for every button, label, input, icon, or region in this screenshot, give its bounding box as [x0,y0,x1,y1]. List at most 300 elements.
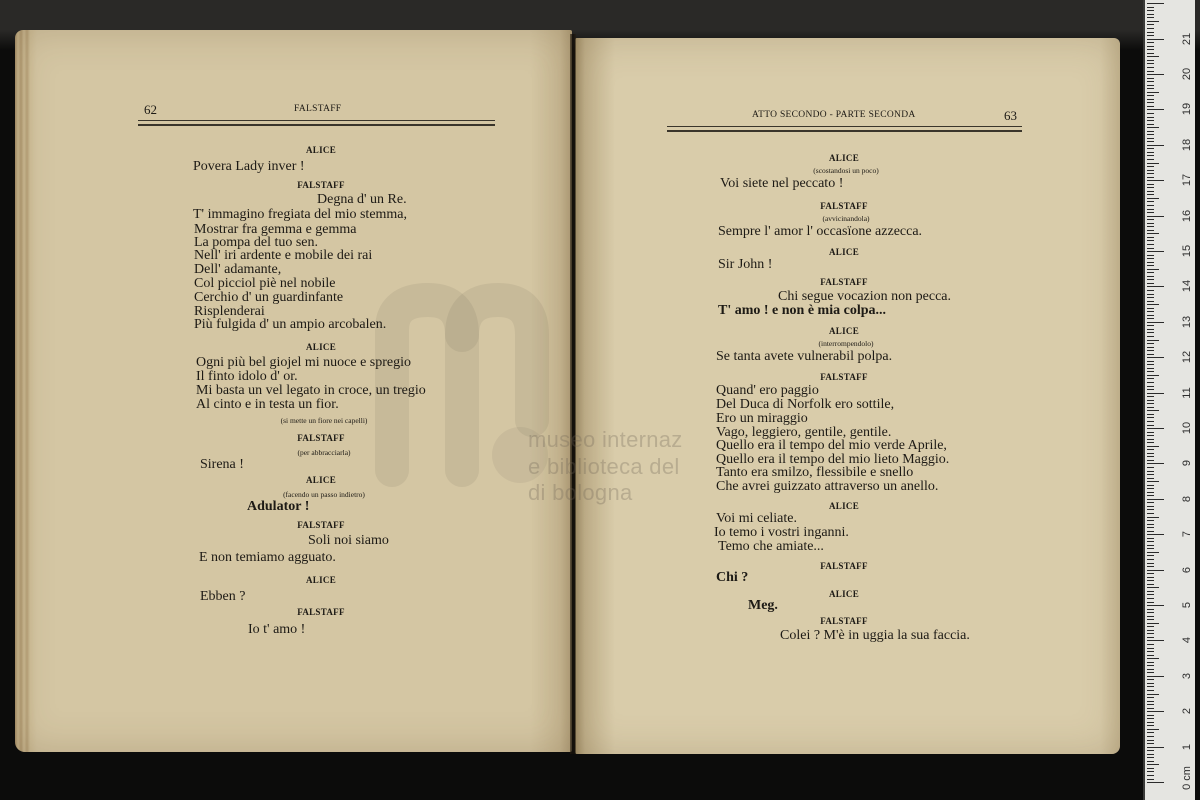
ruler-tick [1147,350,1154,351]
ruler-label: 8 [1181,495,1193,502]
ruler-label: 20 [1181,67,1193,81]
ruler-label: 2 [1181,708,1193,715]
ruler-tick [1147,85,1154,86]
ruler-label: 21 [1181,32,1193,45]
ruler-tick [1147,290,1154,291]
ruler-tick [1147,248,1154,249]
ruler-tick [1147,782,1164,783]
ruler-tick [1147,159,1154,160]
verse-line: Più fulgida d' un ampio arcobalen. [194,317,387,332]
verse-line: Del Duca di Norfolk ero sottile, [716,397,895,412]
ruler-label: 4 [1181,637,1193,644]
ruler-tick [1147,453,1154,454]
ruler-tick [1147,779,1154,780]
page-number: 62 [144,102,157,117]
header-rule [667,130,1022,132]
ruler-tick [1147,371,1154,372]
ruler-tick [1147,690,1154,691]
ruler-tick [1147,612,1154,613]
ruler-tick [1147,534,1164,535]
ruler-tick [1147,531,1154,532]
verse-line: Se tanta avete vulnerabil polpa. [716,349,893,364]
ruler-tick [1147,191,1154,192]
ruler-label: 15 [1181,244,1193,258]
ruler-tick [1147,449,1154,450]
ruler-tick [1147,95,1154,96]
ruler-tick [1147,127,1159,128]
ruler-tick [1147,205,1154,206]
ruler-tick [1147,658,1159,659]
ruler-tick [1147,67,1154,68]
ruler-tick [1147,478,1154,479]
verse-line: Povera Lady inver ! [193,159,305,174]
verse-line: Sir John ! [718,257,773,272]
ruler-tick [1147,619,1154,620]
ruler-tick [1147,708,1154,709]
ruler-tick [1147,587,1159,588]
ruler-tick [1147,732,1154,733]
ruler-tick [1147,676,1164,677]
ruler-tick [1147,382,1154,383]
ruler-tick [1147,609,1154,610]
ruler-tick [1147,375,1159,376]
ruler-label: 11 [1181,386,1193,399]
ruler-tick [1147,332,1154,333]
ruler-tick [1147,495,1154,496]
ruler-tick [1147,591,1154,592]
stage-direction: (interrompendolo) [818,339,874,348]
verse-line: Voi mi celiate. [716,511,797,526]
ruler-tick [1147,255,1154,256]
ruler-tick [1147,279,1154,280]
ruler-tick [1147,743,1154,744]
ruler-tick [1147,506,1154,507]
ruler-tick [1147,92,1159,93]
ruler-tick [1147,492,1154,493]
speaker-name: ALICE [305,575,336,585]
verse-line: Nell' iri ardente e mobile dei rai [194,248,373,263]
ruler-tick [1147,364,1154,365]
verse-line: Dell' adamante, [194,262,282,277]
page-number: 63 [1004,108,1017,123]
ruler-tick [1147,471,1154,472]
ruler-label: 5 [1181,601,1193,609]
ruler-tick [1147,520,1154,521]
ruler-tick [1147,240,1154,241]
ruler-tick [1147,442,1154,443]
ruler-tick [1147,378,1154,379]
ruler-tick [1147,113,1154,114]
ruler-tick [1147,456,1154,457]
ruler-label: 9 [1181,460,1193,467]
ruler-tick [1147,304,1159,305]
ruler-tick [1147,768,1154,769]
ruler-tick [1147,102,1154,103]
verse-line: Ero un miraggio [716,411,808,426]
verse-line: Voi siete nel peccato ! [720,176,844,191]
ruler-tick [1147,711,1164,712]
ruler-tick [1147,754,1154,755]
ruler-tick [1147,308,1154,309]
ruler-tick [1147,7,1154,8]
ruler-tick [1147,403,1154,404]
verse-line: Vago, leggiero, gentile, gentile. [716,425,892,440]
ruler-tick [1147,3,1164,4]
speaker-name: ALICE [828,326,859,336]
speaker-name: FALSTAFF [820,616,868,626]
ruler-tick [1147,49,1154,50]
ruler-tick [1147,602,1154,603]
ruler-tick [1147,56,1159,57]
ruler-tick [1147,269,1159,270]
ruler-tick [1147,757,1154,758]
verse-line: Colei ? M'è in uggia la sua faccia. [780,628,970,643]
ruler-label: 3 [1181,672,1193,679]
ruler-tick [1147,244,1154,245]
watermark-text: museo internaz [528,427,683,452]
ruler-tick [1147,357,1164,358]
ruler-tick [1147,393,1164,394]
ruler-tick [1147,46,1154,47]
ruler-tick [1147,573,1154,574]
ruler-tick [1147,226,1154,227]
ruler-tick [1147,637,1154,638]
ruler-tick [1147,417,1154,418]
ruler-tick [1147,729,1159,730]
ruler-tick [1147,209,1154,210]
ruler-tick [1147,187,1154,188]
speaker-name: FALSTAFF [297,180,345,190]
ruler-tick [1147,315,1154,316]
ruler-tick [1147,761,1154,762]
ruler-tick [1147,28,1154,29]
ruler-tick [1147,10,1154,11]
ruler-label: 16 [1181,209,1193,222]
ruler-tick [1147,552,1159,553]
verse-line: Tanto era smilzo, flessibile e snello [716,465,914,480]
ruler-tick [1147,368,1154,369]
ruler-tick [1147,435,1154,436]
ruler-tick [1147,81,1154,82]
ruler-tick [1147,396,1154,397]
ruler-label: 19 [1181,103,1193,116]
ruler-tick [1147,166,1154,167]
speaker-name: FALSTAFF [297,433,345,443]
ruler-tick [1147,669,1154,670]
ruler-tick [1147,180,1164,181]
ruler-tick [1147,771,1154,772]
speaker-name: ALICE [828,589,859,599]
ruler-tick [1147,286,1164,287]
ruler-tick [1147,177,1154,178]
ruler-label: 10 [1181,421,1193,435]
verse-line: Risplenderai [194,304,265,319]
ruler-tick [1147,251,1164,252]
ruler-tick [1147,750,1154,751]
stage-direction: (scostandosi un poco) [813,166,879,175]
ruler-tick [1147,223,1154,224]
verse-line: Che avrei guizzato attraverso un anello. [716,479,939,494]
stage-direction: (si mette un fiore nei capelli) [280,416,368,425]
speaker-name: FALSTAFF [820,372,868,382]
ruler-tick [1147,163,1159,164]
header-rule [138,124,495,126]
speaker-name: FALSTAFF [820,277,868,287]
ruler-tick [1147,322,1164,323]
ruler-tick [1147,354,1154,355]
ruler-tick [1147,775,1154,776]
ruler-tick [1147,262,1154,263]
ruler-tick [1147,233,1159,234]
stage-direction: (per abbracciarla) [297,448,351,457]
speaker-name: ALICE [828,247,859,257]
ruler-tick [1147,502,1154,503]
ruler-tick [1147,633,1154,634]
ruler-tick [1147,74,1164,75]
ruler-tick [1147,201,1154,202]
watermark-text: e biblioteca del [528,454,680,479]
ruler-tick [1147,276,1154,277]
verse-line: Al cinto e in testa un fior. [196,397,339,412]
ruler-tick [1147,63,1154,64]
ruler-label: 14 [1181,280,1193,293]
ruler-tick [1147,665,1154,666]
ruler-label: 12 [1181,351,1193,364]
ruler-tick [1147,17,1154,18]
ruler-tick [1147,626,1154,627]
ruler-tick [1147,71,1154,72]
ruler-tick [1147,509,1154,510]
ruler-tick [1147,145,1164,146]
running-head: ATTO SECONDO - PARTE SECONDA [752,110,916,120]
ruler-tick [1147,640,1164,641]
verse-line: La pompa del tuo sen. [194,235,319,250]
ruler-tick [1147,697,1154,698]
ruler-tick [1147,386,1154,387]
speaker-name: ALICE [828,501,859,511]
ruler-tick [1147,21,1159,22]
ruler-tick [1147,683,1154,684]
ruler-tick [1147,14,1154,15]
ruler-tick [1147,563,1154,564]
ruler-tick [1147,517,1159,518]
ruler-tick [1147,24,1154,25]
ruler-tick [1147,740,1154,741]
ruler-tick [1147,577,1154,578]
verse-line: Io temo i vostri inganni. [714,525,849,540]
speaker-name: ALICE [828,153,859,163]
ruler-tick [1147,513,1154,514]
ruler-tick [1147,131,1154,132]
ruler-tick [1147,598,1154,599]
measuring-ruler [1143,0,1195,800]
ruler-tick [1147,548,1154,549]
verse-line: Mi basta un vel legato in croce, un tregio [196,383,426,398]
ruler-tick [1147,679,1154,680]
stage-direction: (avvicinandola) [822,214,870,223]
ruler-label: 1 [1181,743,1193,750]
ruler-tick [1147,361,1154,362]
ruler-tick [1147,644,1154,645]
verse-line: Mostrar fra gemma e gemma [194,222,357,237]
ruler-tick [1147,400,1154,401]
ruler-tick [1147,106,1154,107]
ruler-tick [1147,60,1154,61]
ruler-tick [1147,99,1154,100]
ruler-tick [1147,460,1154,461]
ruler-tick [1147,630,1154,631]
ruler-tick [1147,141,1154,142]
ruler-tick [1147,173,1154,174]
ruler-tick [1147,120,1154,121]
ruler-tick [1147,655,1154,656]
ruler-tick [1147,580,1154,581]
ruler-tick [1147,297,1154,298]
ruler-tick [1147,343,1154,344]
ruler-tick [1147,216,1164,217]
ruler-tick [1147,272,1154,273]
ruler-tick [1147,155,1154,156]
ruler-tick [1147,184,1154,185]
ruler-tick [1147,198,1159,199]
ruler-tick [1147,651,1154,652]
ruler-tick [1147,584,1154,585]
verse-line: Temo che amiate... [718,539,824,554]
running-head: FALSTAFF [294,104,342,114]
ruler-label: 18 [1181,138,1193,151]
ruler-label: 6 [1181,566,1193,573]
ruler-tick [1147,432,1154,433]
verse-line: Quello era il tempo del mio lieto Maggio. [716,452,950,467]
ruler-tick [1147,555,1154,556]
ruler-tick [1147,230,1154,231]
ruler-tick [1147,747,1164,748]
verse-line: Quand' ero paggio [716,383,819,398]
ruler-tick [1147,488,1154,489]
speaker-name: ALICE [305,342,336,352]
ruler-tick [1147,439,1154,440]
ruler-tick [1147,605,1164,606]
ruler-tick [1147,694,1159,695]
ruler-tick [1147,212,1154,213]
ruler-label: 0 cm [1181,766,1193,790]
ruler-tick [1147,672,1154,673]
verse-line: Degna d' un Re. [317,192,407,207]
ruler-tick [1147,414,1154,415]
ruler-tick [1147,499,1164,500]
ruler-tick [1147,329,1154,330]
stage-direction: (facendo un passo indietro) [283,490,365,499]
ruler-tick [1147,428,1164,429]
ruler-tick [1147,152,1154,153]
ruler-tick [1147,138,1154,139]
speaker-name: FALSTAFF [820,561,868,571]
speaker-name: FALSTAFF [297,520,345,530]
ruler-tick [1147,701,1154,702]
ruler-tick [1147,736,1154,737]
ruler-tick [1147,318,1154,319]
ruler-tick [1147,53,1154,54]
ruler-tick [1147,294,1154,295]
ruler-tick [1147,481,1159,482]
header-rule [138,120,495,121]
ruler-tick [1147,340,1159,341]
ruler-tick [1147,545,1154,546]
verse-line: Il finto idolo d' or. [196,369,298,384]
header-rule [667,126,1022,127]
ruler-tick [1147,704,1154,705]
verse-line: Ogni più bel giojel mi nuoce e spregio [196,355,412,370]
verse-line: Cerchio d' un guardinfante [194,290,344,305]
ruler-tick [1147,325,1154,326]
ruler-tick [1147,616,1154,617]
ruler-tick [1147,524,1154,525]
ruler-tick [1147,42,1154,43]
verse-line: T' amo ! e non è mia colpa... [718,303,886,318]
verse-line: Ebben ? [200,589,246,604]
ruler-tick [1147,570,1164,571]
ruler-tick [1147,715,1154,716]
ruler-label: 13 [1181,315,1193,328]
verse-line: Adulator ! [247,499,310,514]
ruler-tick [1147,194,1154,195]
ruler-label: 17 [1181,174,1193,187]
ruler-tick [1147,648,1154,649]
ruler-tick [1147,301,1154,302]
verse-line: Soli noi siamo [308,533,389,548]
verse-line: Chi segue vocazion non pecca. [778,289,951,304]
watermark-text: di bologna [528,480,633,505]
ruler-tick [1147,425,1154,426]
ruler-tick [1147,117,1154,118]
verse-line: T' immagino fregiata del mio stemma, [193,207,408,222]
ruler-tick [1147,485,1154,486]
ruler-tick [1147,474,1154,475]
speaker-name: ALICE [305,475,336,485]
speaker-name: ALICE [305,145,336,155]
ruler-tick [1147,32,1154,33]
ruler-tick [1147,559,1154,560]
speaker-name: FALSTAFF [820,201,868,211]
ruler-tick [1147,283,1154,284]
ruler-tick [1147,219,1154,220]
ruler-tick [1147,134,1154,135]
ruler-tick [1147,410,1159,411]
ruler-tick [1147,109,1164,110]
ruler-tick [1147,336,1154,337]
ruler-tick [1147,148,1154,149]
ruler-tick [1147,88,1154,89]
ruler-tick [1147,566,1154,567]
speaker-name: FALSTAFF [297,607,345,617]
ruler-tick [1147,686,1154,687]
verse-line: Meg. [748,598,778,613]
ruler-tick [1147,623,1159,624]
verse-line: Io t' amo ! [248,622,306,637]
verse-line: Sirena ! [200,457,244,472]
ruler-tick [1147,170,1154,171]
ruler-tick [1147,347,1154,348]
ruler-tick [1147,446,1159,447]
ruler-tick [1147,718,1154,719]
ruler-tick [1147,467,1154,468]
ruler-tick [1147,265,1154,266]
ruler-tick [1147,39,1164,40]
ruler-tick [1147,722,1154,723]
ruler-tick [1147,258,1154,259]
verse-line: E non temiamo agguato. [199,550,336,565]
ruler-tick [1147,594,1154,595]
